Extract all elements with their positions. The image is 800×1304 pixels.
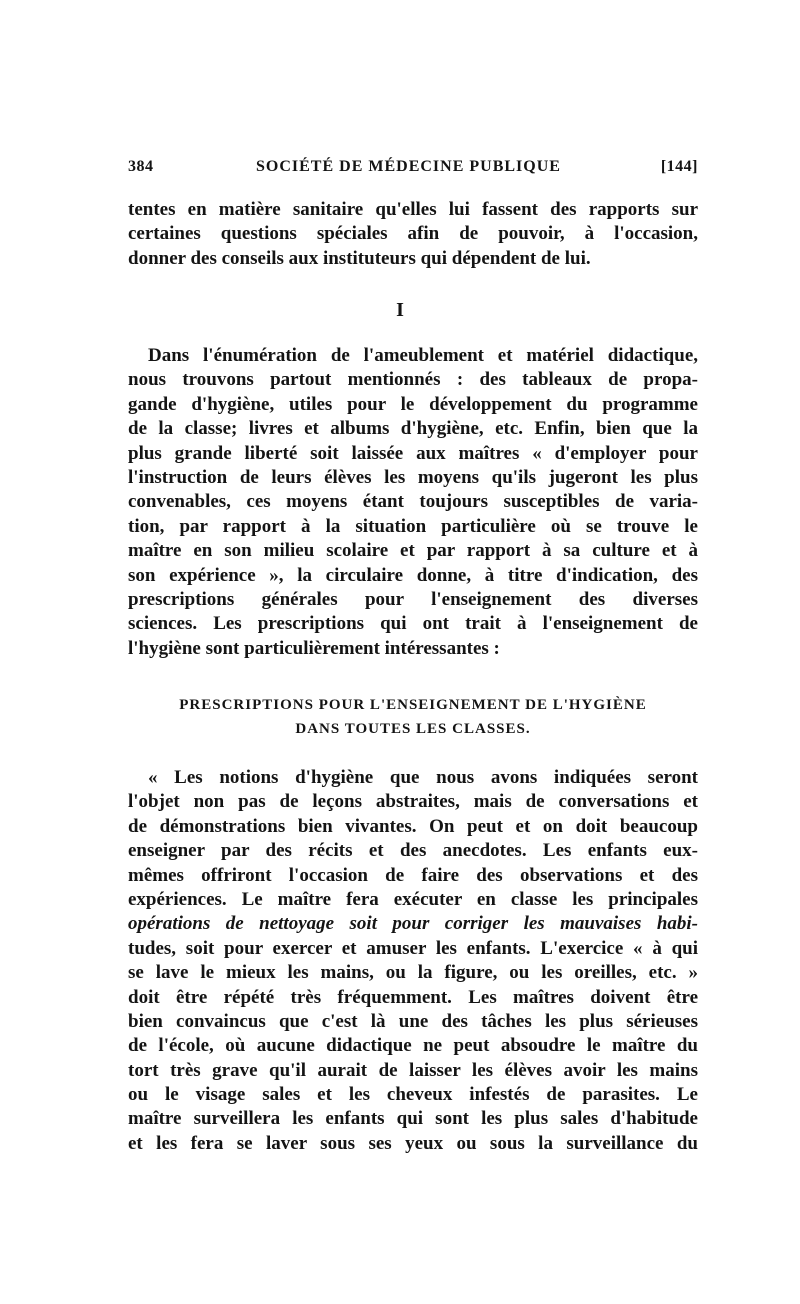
text-line: tentes en matière sanitaire qu'elles lui fassent des rapports sur (128, 199, 698, 220)
text-line: gande d'hygiène, utiles pour le développement du programme (128, 393, 698, 415)
text-line: l'objet non pas de leçons abstraites, mais de conversations et (128, 791, 698, 813)
text-line: son expérience », la circulaire donne, à titre d'indication, des (128, 564, 698, 586)
text-line: ou le visage sales et les cheveux infestés de parasites. Le (128, 1084, 698, 1106)
text-line: de démonstrations bien vivantes. On peut et on doit beaucoup (128, 815, 698, 837)
text-line: mêmes offriront l'occasion de faire des observations et des (128, 864, 698, 886)
intro-paragraph (128, 198, 698, 271)
text-line: convenables, ces moyens étant toujours susceptibles de varia- (128, 491, 698, 513)
text-line: maître surveillera les enfants qui sont les plus sales d'habitude (128, 1108, 698, 1130)
prescriptions-heading (128, 693, 698, 741)
text-line: Dans l'énumération de l'ameublement et matériel didactique, (148, 345, 698, 366)
bracket-page-number: [144] (660, 158, 698, 175)
text-line: l'hygiène sont particulièrement intéressantes : (128, 637, 500, 659)
text-line: tudes, soit pour exercer et amuser les enfants. L'exercice « à qui (128, 937, 698, 959)
text-line: donner des conseils aux instituteurs qui dépendent de lui. (128, 247, 591, 269)
paragraph-prescriptions (128, 766, 698, 1156)
section-number: I (396, 299, 404, 321)
text-line: plus grande liberté soit laissée aux maîtres « d'employer pour (128, 442, 698, 464)
page-number: 384 (128, 158, 154, 175)
text-line: et les fera se laver sous ses yeux ou sous la surveillance du (128, 1132, 698, 1154)
text-line: tion, par rapport à la situation particulière où se trouve le (128, 515, 698, 537)
heading-line: PRESCRIPTIONS POUR L'ENSEIGNEMENT DE L'HYGIÈNE (179, 697, 647, 713)
heading-line: DANS TOUTES LES CLASSES. (295, 721, 531, 737)
text-line: enseigner par des récits et des anecdotes. Les enfants eux- (128, 840, 698, 862)
text-line: bien convaincus que c'est là une des tâches les plus sérieuses (128, 1010, 698, 1032)
running-header (128, 158, 698, 182)
text-line: tort très grave qu'il aurait de laisser les élèves avoir les mains (128, 1059, 698, 1081)
text-line: se lave le mieux les mains, ou la figure, ou les oreilles, etc. » (128, 962, 698, 984)
text-line: opérations de nettoyage soit pour corriger les mauvaises habi- (128, 913, 698, 935)
text-line: maître en son milieu scolaire et par rapport à sa culture et à (128, 540, 698, 562)
text-line: prescriptions générales pour l'enseignement des diverses (128, 588, 698, 610)
text-line: certaines questions spéciales afin de pouvoir, à l'occasion, (128, 223, 698, 245)
text-line: nous trouvons partout mentionnés : des tableaux de propa- (128, 369, 698, 391)
paragraph-ameublement (128, 344, 698, 661)
text-line: doit être répété très fréquemment. Les maîtres doivent être (128, 986, 698, 1008)
text-line: l'instruction de leurs élèves les moyens qu'ils jugeront les plus (128, 466, 698, 488)
text-line: sciences. Les prescriptions qui ont trait à l'enseignement de (128, 613, 698, 635)
text-line: expériences. Le maître fera exécuter en classe les principales (128, 888, 698, 910)
text-line: de l'école, où aucune didactique ne peut absoudre le maître du (128, 1035, 698, 1057)
running-title: SOCIÉTÉ DE MÉDECINE PUBLIQUE (256, 158, 561, 175)
text-line: de la classe; livres et albums d'hygiène, etc. Enfin, bien que la (128, 418, 698, 440)
text-line: « Les notions d'hygiène que nous avons indiquées seront (148, 767, 698, 788)
